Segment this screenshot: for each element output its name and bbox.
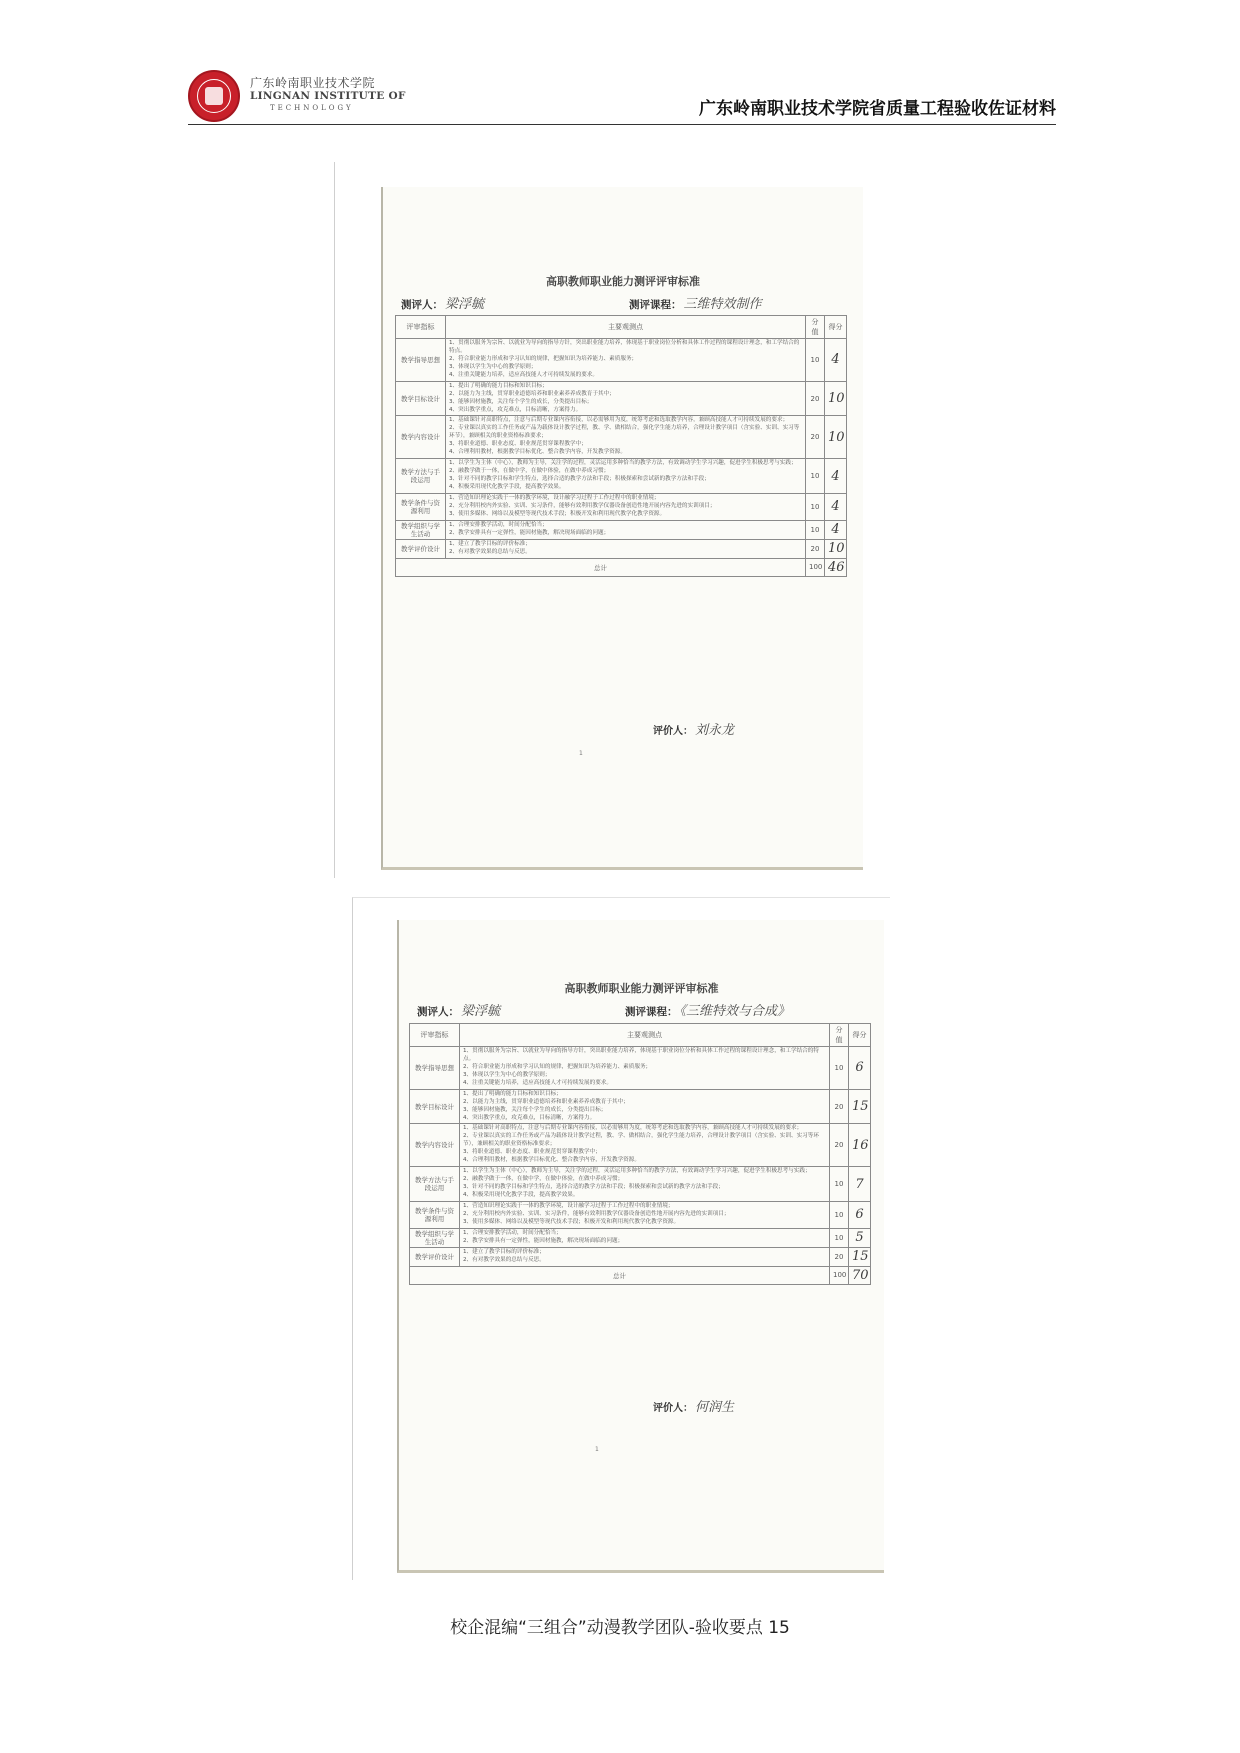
observation-point: 4、突出教学重点，攻克难点，目标清晰，方案得力。: [463, 1114, 596, 1121]
score-cell: 5: [849, 1228, 871, 1247]
indicator-cell: 教学内容设计: [396, 416, 446, 459]
observation-point: 4、积极采用现代化教学手段，提高教学效果。: [449, 483, 565, 490]
observation-point: 3、将职业道德、职业态度、职业规范贯穿课程教学中；: [449, 441, 587, 448]
observation-point: 4、合理利用教材，根据教学目标优化、整合教学内容，开发教学资源。: [463, 1157, 640, 1164]
observation-point: 1、基础课针对高职特点，注意与后期专业课内容衔接，以必需够用为度，统筹考虑和选取教学内容，兼顾高技能人才可持续发展的要求；: [463, 1125, 803, 1132]
table-row: [410, 1201, 871, 1228]
observation-point: 1、以学生为主体（中心），教师为主导，关注学的过程，灵活运用多种恰当的教学方法，有效调动学生学习兴趣，促进学生积极思考与实践；: [449, 460, 797, 467]
score-cell: 15: [849, 1247, 871, 1266]
max-points-cell: 20: [806, 416, 825, 459]
header-max-points: 分值: [830, 1024, 849, 1047]
evaluee-label: 测评人：: [417, 1006, 459, 1018]
observation-point: 2、融教学做于一体，在做中学，在做中体验，在做中养成习惯；: [449, 468, 610, 475]
score-cell: 7: [849, 1167, 871, 1202]
indicator-cell: 教学评价设计: [410, 1247, 460, 1266]
observation-points-cell: [460, 1047, 830, 1090]
indicator-cell: 教学条件与资源利用: [396, 493, 446, 520]
table-row: [396, 520, 847, 539]
max-points-cell: 20: [806, 381, 825, 416]
indicator-cell: 教学内容设计: [410, 1124, 460, 1167]
header-score: 得分: [849, 1024, 871, 1047]
observation-point: 4、注重关键能力培养，适应高技能人才可持续发展的要求。: [463, 1079, 612, 1086]
max-points-cell: 10: [806, 493, 825, 520]
indicator-cell: 教学目标设计: [410, 1089, 460, 1124]
observation-point: 2、充分利用校内外实验、实训、实习条件，能够有效利用教学仪器设备创造性地开展内容先进的实训项目；: [449, 502, 716, 509]
total-label: 总计: [396, 558, 806, 576]
table-row: [410, 1247, 871, 1266]
score-cell: 10: [825, 381, 847, 416]
observation-point: 2、以能力为主线，贯穿职业道德培养和职业素养养成教育于其中；: [463, 1098, 629, 1105]
observation-point: 2、专业课以真实的工作任务或产品为载体设计教学过程，教、学、做相结合，强化学生能力培养，合理设计教学项目（含实验、实训、实习等环节），兼顾相关的职业资格标准要求；: [449, 425, 800, 440]
observation-point: 1、合理安排教学活动，时间分配恰当；: [449, 521, 548, 528]
header-indicator: 评审指标: [396, 316, 446, 339]
total-score: 46: [825, 558, 847, 576]
observation-point: 2、教学安排具有一定弹性，能因材施教，解决现场面临的问题；: [449, 529, 610, 536]
observation-points-cell: [446, 339, 806, 382]
evaluator-field: [653, 719, 734, 738]
observation-point: 2、充分利用校内外实验、实训、实习条件，能够有效利用教学仪器设备创造性地开展内容先进的实训项目；: [463, 1210, 730, 1217]
table-row: [396, 416, 847, 459]
observation-point: 1、合理安排教学活动，时间分配恰当；: [463, 1229, 562, 1236]
score-cell: 16: [849, 1124, 871, 1167]
sheet-page-number: 1: [595, 1446, 599, 1453]
rubric-table: [395, 315, 847, 577]
observation-points-cell: [460, 1089, 830, 1124]
observation-point: 1、贯彻以服务为宗旨、以就业为导向的指导方针，突出职业能力培养，体现基于职业岗位分析和具体工作过程的课程设计理念，和工学结合的特点。: [463, 1048, 819, 1062]
observation-points-cell: [460, 1247, 830, 1266]
observation-point: 1、贯彻以服务为宗旨、以就业为导向的指导方针，突出职业能力培养，体现基于职业岗位分析和具体工作过程的课程设计理念，和工学结合的特点。: [449, 340, 800, 354]
max-points-cell: 10: [806, 520, 825, 539]
page-header: [188, 68, 1056, 125]
max-points-cell: 10: [806, 339, 825, 382]
observation-point: 3、使用多媒体、网络以及模型等现代技术手段；积极开发和利用现代教学化教学资源。: [449, 510, 666, 517]
evaluator-signature: 刘永龙: [695, 723, 735, 738]
course-label: 测评课程：: [625, 1006, 678, 1018]
observation-point: 4、突出教学重点，攻克难点，目标清晰，方案得力。: [449, 406, 582, 413]
header-max-points: 分值: [806, 316, 825, 339]
indicator-cell: 教学方法与手段运用: [410, 1167, 460, 1202]
observation-points-cell: [446, 493, 806, 520]
observation-point: 1、以学生为主体（中心），教师为主导，关注学的过程，灵活运用多种恰当的教学方法，有效调动学生学习兴趣，促进学生积极思考与实践；: [463, 1168, 811, 1175]
table-row: [410, 1228, 871, 1247]
table-row: [396, 539, 847, 558]
paper-sheet: [397, 920, 884, 1573]
observation-point: 2、教学安排具有一定弹性，能因材施教，解决现场面临的问题；: [463, 1237, 624, 1244]
header-indicator: 评审指标: [410, 1024, 460, 1047]
school-emblem-icon: [188, 70, 240, 122]
observation-points-cell: [460, 1167, 830, 1202]
observation-point: 2、有对教学效果的总结与反思。: [449, 548, 531, 555]
score-cell: 10: [825, 539, 847, 558]
score-cell: 6: [849, 1047, 871, 1090]
total-row: [410, 1266, 871, 1284]
observation-point: 2、符合职业能力形成和学习认知的规律，把握知识为培养能力、素质服务；: [463, 1063, 652, 1070]
observation-point: 4、积极采用现代化教学手段，提高教学效果。: [463, 1191, 579, 1198]
score-cell: 10: [825, 416, 847, 459]
observation-points-cell: [446, 520, 806, 539]
observation-point: 3、能够因材施教，关注每个学生的成长，分类提出目标；: [449, 398, 593, 405]
header-observation-points: 主要观测点: [460, 1024, 830, 1047]
paper-sheet: [381, 187, 863, 870]
course-field: [625, 1000, 790, 1019]
header-title: 广东岭南职业技术学院省质量工程验收佐证材料: [699, 99, 1056, 119]
table-row: [396, 493, 847, 520]
max-points-cell: 10: [830, 1228, 849, 1247]
score-cell: 4: [825, 493, 847, 520]
indicator-cell: 教学组织与学生活动: [396, 520, 446, 539]
scanned-sheet-1: [334, 162, 865, 878]
table-row: [410, 1047, 871, 1090]
observation-point: 2、融教学做于一体，在做中学，在做中体验，在做中养成习惯；: [463, 1176, 624, 1183]
observation-point: 2、专业课以真实的工作任务或产品为载体设计教学过程，教、学、做相结合，强化学生能力培养，合理设计教学项目（含实验、实训、实习等环节），兼顾相关的职业资格标准要求；: [463, 1133, 819, 1148]
score-cell: 4: [825, 520, 847, 539]
observation-point: 3、针对不同的教学目标和学生特点，选择合适的教学方法和手段；积极探索和尝试新的教学方法和手段；: [463, 1184, 724, 1190]
indicator-cell: 教学方法与手段运用: [396, 459, 446, 494]
score-cell: 6: [849, 1201, 871, 1228]
indicator-cell: 教学条件与资源利用: [410, 1201, 460, 1228]
evaluator-field: [653, 1396, 734, 1415]
observation-point: 1、提出了明确的能力目标和知识目标；: [449, 382, 548, 389]
score-cell: 15: [849, 1089, 871, 1124]
table-header-row: [396, 316, 847, 339]
evaluee-handwriting: 梁浮毓: [461, 1004, 501, 1019]
indicator-cell: 教学指导思想: [410, 1047, 460, 1090]
sheet-title: 高职教师职业能力测评评审标准: [564, 982, 719, 995]
observation-point: 2、以能力为主线，贯穿职业道德培养和职业素养养成教育于其中；: [449, 390, 615, 397]
course-handwriting: 《三维特效与合成》: [679, 1004, 791, 1019]
observation-points-cell: [446, 416, 806, 459]
indicator-cell: 教学评价设计: [396, 539, 446, 558]
evaluator-label: 评价人：: [653, 1403, 693, 1414]
max-points-cell: 20: [830, 1124, 849, 1167]
max-points-cell: 10: [830, 1167, 849, 1202]
max-points-cell: 10: [830, 1201, 849, 1228]
indicator-cell: 教学组织与学生活动: [410, 1228, 460, 1247]
evaluee-handwriting: 梁浮毓: [445, 297, 485, 312]
observation-points-cell: [460, 1124, 830, 1167]
total-label: 总计: [410, 1266, 830, 1284]
observation-point: 4、注重关键能力培养，适应高技能人才可持续发展的要求。: [449, 371, 598, 378]
total-max: 100: [806, 558, 825, 576]
max-points-cell: 20: [830, 1247, 849, 1266]
indicator-cell: 教学目标设计: [396, 381, 446, 416]
table-header-row: [410, 1024, 871, 1047]
evaluee-label: 测评人：: [401, 299, 443, 311]
header-observation-points: 主要观测点: [446, 316, 806, 339]
score-cell: 4: [825, 459, 847, 494]
observation-point: 3、体现以学生为中心的教学原则；: [449, 363, 537, 370]
table-row: [396, 459, 847, 494]
score-cell: 4: [825, 339, 847, 382]
course-field: [629, 293, 762, 312]
sheet-page-number: 1: [579, 750, 583, 757]
sheet-title: 高职教师职业能力测评评审标准: [546, 275, 700, 288]
course-handwriting: 三维特效制作: [683, 297, 762, 312]
observation-point: 3、将职业道德、职业态度、职业规范贯穿课程教学中；: [463, 1149, 601, 1156]
observation-points-cell: [460, 1228, 830, 1247]
observation-point: 1、建立了教学目标的评价标准；: [449, 540, 531, 547]
table-row: [410, 1124, 871, 1167]
total-score: 70: [849, 1266, 871, 1284]
indicator-cell: 教学指导思想: [396, 339, 446, 382]
observation-point: 1、提出了明确的能力目标和知识目标；: [463, 1090, 562, 1097]
header-score: 得分: [825, 316, 847, 339]
table-row: [396, 339, 847, 382]
evaluator-label: 评价人：: [653, 726, 693, 737]
observation-point: 1、营造知识理论实践于一体的教学环境，设计融学习过程于工作过程中的职业情境；: [463, 1202, 674, 1209]
observation-points-cell: [446, 539, 806, 558]
logo-english-subname: TECHNOLOGY: [270, 104, 354, 112]
rubric-table: [409, 1023, 871, 1285]
max-points-cell: 20: [806, 539, 825, 558]
observation-point: 1、建立了教学目标的评价标准；: [463, 1248, 545, 1255]
logo-english-name: LINGNAN INSTITUTE OF: [250, 90, 406, 102]
observation-point: 3、针对不同的教学目标和学生特点，选择合适的教学方法和手段；积极探索和尝试新的教学方法和手段；: [449, 476, 710, 482]
page-footer: 校企混编“三组合”动漫教学团队-验收要点 15: [450, 1618, 790, 1638]
observation-point: 1、营造知识理论实践于一体的教学环境，设计融学习过程于工作过程中的职业情境；: [449, 494, 660, 501]
evaluee-field: [417, 1000, 500, 1019]
max-points-cell: 20: [830, 1089, 849, 1124]
table-row: [396, 381, 847, 416]
max-points-cell: 10: [830, 1047, 849, 1090]
table-row: [410, 1089, 871, 1124]
observation-point: 2、有对教学效果的总结与反思。: [463, 1256, 545, 1263]
max-points-cell: 10: [806, 459, 825, 494]
total-row: [396, 558, 847, 576]
scanned-sheet-2: [352, 897, 890, 1580]
observation-point: 4、合理利用教材，根据教学目标优化、整合教学内容，开发教学资源。: [449, 449, 626, 456]
total-max: 100: [830, 1266, 849, 1284]
observation-points-cell: [446, 459, 806, 494]
observation-point: 3、使用多媒体、网络以及模型等现代技术手段；积极开发和利用现代教学化教学资源。: [463, 1218, 680, 1225]
logo-chinese-name: 广东岭南职业技术学院: [250, 76, 376, 90]
observation-point: 1、基础课针对高职特点，注意与后期专业课内容衔接，以必需够用为度，统筹考虑和选取教学内容，兼顾高技能人才可持续发展的要求；: [449, 417, 789, 424]
observation-points-cell: [446, 381, 806, 416]
observation-point: 3、能够因材施教，关注每个学生的成长，分类提出目标；: [463, 1106, 607, 1113]
table-row: [410, 1167, 871, 1202]
course-label: 测评课程：: [629, 299, 682, 311]
observation-point: 3、体现以学生为中心的教学原则；: [463, 1071, 551, 1078]
evaluator-signature: 何润生: [695, 1400, 735, 1415]
observation-point: 2、符合职业能力形成和学习认知的规律，把握知识为培养能力、素质服务；: [449, 355, 638, 362]
evaluee-field: [401, 293, 484, 312]
observation-points-cell: [460, 1201, 830, 1228]
